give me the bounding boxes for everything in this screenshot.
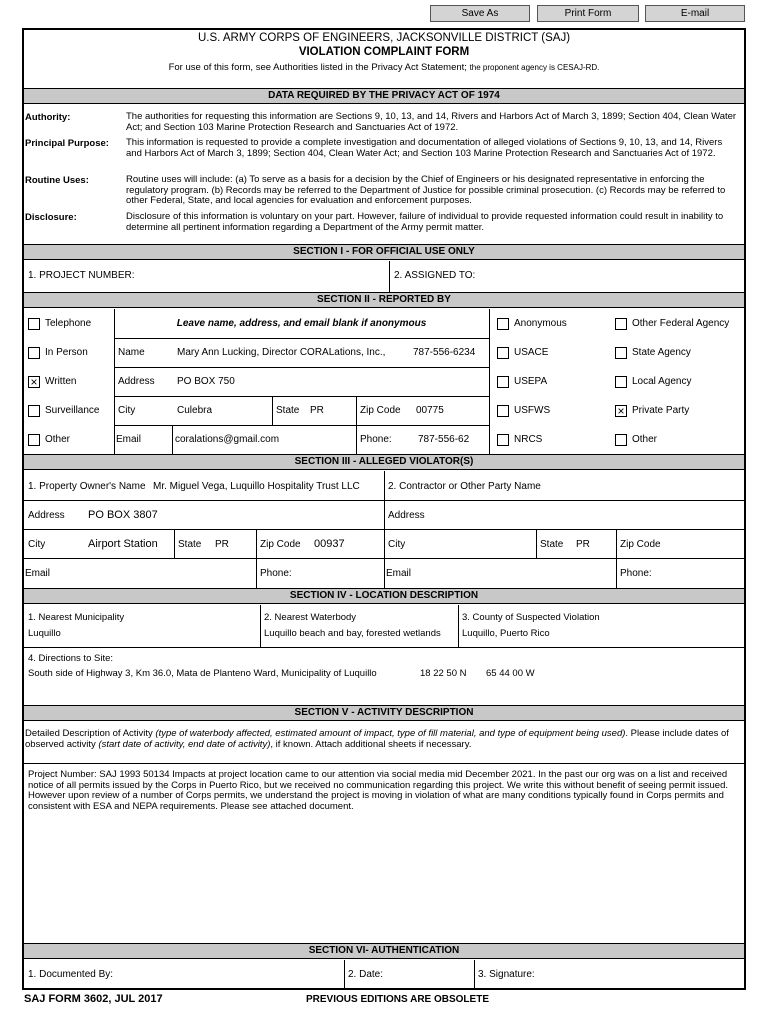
form-id: SAJ FORM 3602, JUL 2017 xyxy=(24,993,163,1005)
contractor-state-label: State xyxy=(540,539,564,550)
other-federal-agency-label: Other Federal Agency xyxy=(632,318,730,329)
written-label: Written xyxy=(45,376,77,387)
local-agency-label: Local Agency xyxy=(632,376,692,387)
section-2-header: SECTION II - REPORTED BY xyxy=(24,292,744,308)
reporter-zip-field[interactable]: 00775 xyxy=(416,405,444,416)
telephone-label: Telephone xyxy=(45,318,92,329)
reporter-name-label: Name xyxy=(118,347,145,358)
usace-checkbox[interactable] xyxy=(497,347,509,359)
anonymous-label: Anonymous xyxy=(514,318,567,329)
private-party-label: Private Party xyxy=(632,405,690,416)
other-method-checkbox[interactable] xyxy=(28,434,40,446)
reporter-email-label: Email xyxy=(116,434,142,445)
in-person-label: In Person xyxy=(45,347,88,358)
reporter-state-label: State xyxy=(276,405,300,416)
contractor-phone-label: Phone: xyxy=(620,568,652,579)
state-agency-label: State Agency xyxy=(632,347,691,358)
usfws-label: USFWS xyxy=(514,405,551,416)
usepa-label: USEPA xyxy=(514,376,548,387)
waterbody-field[interactable]: Luquillo beach and bay, forested wetlands xyxy=(264,628,441,639)
reporter-city-field[interactable]: Culebra xyxy=(177,405,213,416)
reporter-name-field[interactable]: Mary Ann Lucking, Director CORALations, Inc., xyxy=(177,347,386,358)
contractor-email-label: Email xyxy=(386,568,412,579)
private-party-checkbox[interactable]: × xyxy=(615,405,627,417)
usace-label: USACE xyxy=(514,347,549,358)
other-method-label: Other xyxy=(45,434,71,445)
reporter-phone-label: Phone: xyxy=(360,434,392,445)
activity-description-field[interactable]: Project Number: SAJ 1993 50134 Impacts at project location came to our attention via social media mid December 2021. In the past our org was on a list and received notice of all permits issued by the Corps in Puerto Rico, but we received no communication regarding this project. We write this without benefit of seeing permit issued. However upon review of a number of Corps permits, we understand the project is moving in violation of what are many conditions typically found in Corps permits and consistent with ESA and NEPA requirements. Please see attached document. xyxy=(28,769,728,812)
violator-city-label: City xyxy=(28,539,46,550)
violator-address-label: Address xyxy=(28,510,65,521)
other-type-label: Other xyxy=(632,434,658,445)
authority-text: The authorities for requesting this information are Sections 9, 10, 13, and 14, Rivers and Harbors Act of March 3, 1899; Section 404, Clean Water Act; and Section 103 Marine Protection Research and Sanctuaries Act of 1972. xyxy=(126,111,737,133)
anonymous-note: Leave name, address, and email blank if anonymous xyxy=(176,318,427,329)
waterbody-label: 2. Nearest Waterbody xyxy=(264,612,357,623)
violator-state-field[interactable]: PR xyxy=(215,539,229,550)
section-1-header: SECTION I - FOR OFFICIAL USE ONLY xyxy=(24,244,744,260)
reporter-phone-inline[interactable]: 787-556-6234 xyxy=(413,347,476,358)
authority-label: Authority: xyxy=(25,112,71,123)
anonymous-checkbox[interactable] xyxy=(497,318,509,330)
contractor-name-label: 2. Contractor or Other Party Name xyxy=(388,481,541,492)
violator-city-field[interactable]: Airport Station xyxy=(88,538,158,550)
reporter-address-field[interactable]: PO BOX 750 xyxy=(177,376,235,387)
nrcs-checkbox[interactable] xyxy=(497,434,509,446)
section-4-header: SECTION IV - LOCATION DESCRIPTION xyxy=(24,588,744,604)
activity-instructions: Detailed Description of Activity (type of waterbody affected, estimated amount of impact, type of fill material, and type of equipment being used). Please include dates of observed activity (start date of activity, end date of activity), if known. Attach additional sheets if necessary. xyxy=(25,728,729,750)
violator-address-field[interactable]: PO BOX 3807 xyxy=(88,509,158,521)
latitude-field[interactable]: 18 22 50 N xyxy=(420,668,467,679)
contractor-address-label: Address xyxy=(388,510,425,521)
disclosure-label: Disclosure: xyxy=(25,212,77,223)
telephone-checkbox[interactable] xyxy=(28,318,40,330)
reporter-address-label: Address xyxy=(118,376,155,387)
directions-field[interactable]: South side of Highway 3, Km 36.0, Mata de Planteno Ward, Municipality of Luquillo xyxy=(28,668,377,679)
reporter-email-field[interactable]: coralations@gmail.com xyxy=(175,434,280,445)
violator-phone-label: Phone: xyxy=(260,568,292,579)
contractor-zip-label: Zip Code xyxy=(620,539,661,550)
form-title: VIOLATION COMPLAINT FORM xyxy=(298,46,470,58)
privacy-act-header: DATA REQUIRED BY THE PRIVACY ACT OF 1974 xyxy=(24,88,744,104)
obsolete-notice: PREVIOUS EDITIONS ARE OBSOLETE xyxy=(306,994,489,1005)
municipality-label: 1. Nearest Municipality xyxy=(28,612,125,623)
section-5-header: SECTION V - ACTIVITY DESCRIPTION xyxy=(24,705,744,721)
violator-state-label: State xyxy=(178,539,202,550)
state-agency-checkbox[interactable] xyxy=(615,347,627,359)
principal-purpose-text: This information is requested to provide a complete investigation and documentation of alleged violations of Sections 9, 10, 13, and 14, Rivers and Harbors Act of March 3, 1899; Section 404, Clean Water Act; and Section 103 Marine Protection Research and Sanctuaries Act of 1972. xyxy=(126,137,723,159)
owner-name-field[interactable]: Mr. Miguel Vega, Luquillo Hospitality Trust LLC xyxy=(153,481,360,492)
usepa-checkbox[interactable] xyxy=(497,376,509,388)
municipality-field[interactable]: Luquillo xyxy=(28,628,61,639)
documented-by-field[interactable]: 1. Documented By: xyxy=(28,969,114,980)
nrcs-label: NRCS xyxy=(514,434,543,445)
other-federal-agency-checkbox[interactable] xyxy=(615,318,627,330)
signature-field[interactable]: 3. Signature: xyxy=(478,969,535,980)
print-form-button[interactable]: Print Form xyxy=(537,5,639,22)
form-use-note: For use of this form, see Authorities listed in the Privacy Act Statement; the proponent agency is CESAJ-RD. xyxy=(168,62,600,73)
county-label: 3. County of Suspected Violation xyxy=(462,612,600,623)
violator-zip-label: Zip Code xyxy=(260,539,301,550)
in-person-checkbox[interactable] xyxy=(28,347,40,359)
violator-email-label: Email xyxy=(25,568,51,579)
local-agency-checkbox[interactable] xyxy=(615,376,627,388)
reporter-zip-label: Zip Code xyxy=(360,405,401,416)
contractor-state-field[interactable]: PR xyxy=(576,539,590,550)
routine-uses-label: Routine Uses: xyxy=(25,175,89,186)
reporter-state-field[interactable]: PR xyxy=(310,405,324,416)
other-type-checkbox[interactable] xyxy=(615,434,627,446)
written-checkbox[interactable]: × xyxy=(28,376,40,388)
directions-label: 4. Directions to Site: xyxy=(28,653,114,664)
contractor-city-label: City xyxy=(388,539,406,550)
agency-title: U.S. ARMY CORPS OF ENGINEERS, JACKSONVILLE DISTRICT (SAJ) xyxy=(197,32,571,44)
routine-uses-text: Routine uses will include: (a) To serve as a basis for a decision by the Chief of Engineers or his designated representative in enforcing the regulatory program. (b) Records may be referred to the Department of Justice for possible criminal prosecution. (c) Records may be referred to other Federal, State, and local agencies for evaluation and enforcement purposes. xyxy=(126,174,726,206)
email-button[interactable]: E-mail xyxy=(645,5,745,22)
date-field[interactable]: 2. Date: xyxy=(348,969,384,980)
disclosure-text: Disclosure of this information is voluntary on your part. However, failure of individual to provide requested information could result in inability to determine all pertinent information regarding a Department of the Army permit matter. xyxy=(126,211,724,233)
violator-zip-field[interactable]: 00937 xyxy=(314,538,345,550)
save-as-button[interactable]: Save As xyxy=(430,5,530,22)
usfws-checkbox[interactable] xyxy=(497,405,509,417)
assigned-to-label: 2. ASSIGNED TO: xyxy=(394,270,476,281)
owner-name-label: 1. Property Owner's Name xyxy=(28,481,146,492)
surveillance-label: Surveillance xyxy=(45,405,100,416)
project-number-label: 1. PROJECT NUMBER: xyxy=(28,270,135,281)
longitude-field[interactable]: 65 44 00 W xyxy=(486,668,535,679)
principal-purpose-label: Principal Purpose: xyxy=(25,138,109,149)
violation-complaint-form xyxy=(22,28,746,990)
section-3-header: SECTION III - ALLEGED VIOLATOR(S) xyxy=(24,454,744,470)
section-6-header: SECTION VI- AUTHENTICATION xyxy=(24,943,744,959)
reporter-phone-field[interactable]: 787-556-62 xyxy=(418,434,470,445)
surveillance-checkbox[interactable] xyxy=(28,405,40,417)
county-field[interactable]: Luquillo, Puerto Rico xyxy=(462,628,550,639)
reporter-city-label: City xyxy=(118,405,136,416)
